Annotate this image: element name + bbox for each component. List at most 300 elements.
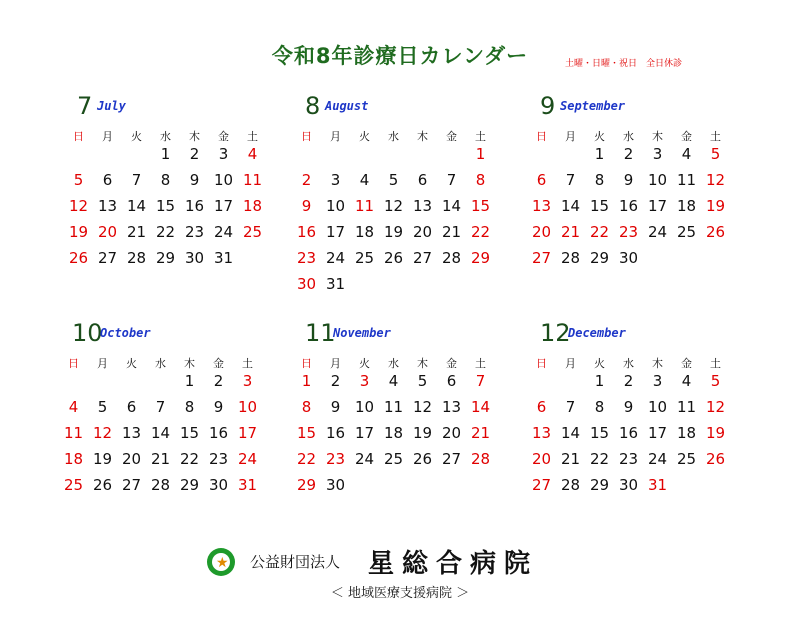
day-number: 23 — [184, 223, 205, 241]
day-number: 13 — [97, 197, 118, 215]
month-name: July — [97, 99, 126, 113]
day-cell — [350, 224, 379, 250]
day-cell — [408, 399, 437, 425]
day-cell — [93, 250, 122, 276]
day-cell — [585, 399, 614, 425]
week-row — [292, 477, 495, 503]
day-cell — [88, 451, 117, 477]
day-cell — [238, 224, 267, 250]
day-cell — [672, 250, 701, 276]
day-cell — [701, 250, 730, 276]
month-august — [296, 92, 550, 302]
day-number: 27 — [97, 249, 118, 267]
day-cell — [233, 425, 262, 451]
day-cell — [585, 373, 614, 399]
day-number: 16 — [618, 197, 639, 215]
day-number: 7 — [155, 398, 166, 416]
day-cell — [204, 477, 233, 503]
month-number: 9 — [540, 92, 556, 120]
day-number: 28 — [126, 249, 147, 267]
day-number: 12 — [92, 424, 113, 442]
weekday-label: 金 — [213, 357, 224, 370]
support-label: ＜ 地域医療支援病院 ＞ — [330, 586, 470, 601]
day-number: 11 — [676, 171, 697, 189]
day-number: 24 — [325, 249, 346, 267]
day-number: 22 — [589, 223, 610, 241]
day-cell — [292, 276, 321, 302]
day-cell — [117, 477, 146, 503]
day-number: 5 — [73, 171, 84, 189]
day-cell — [437, 276, 466, 302]
week-row — [292, 146, 495, 172]
day-number: 7 — [446, 171, 457, 189]
day-number: 7 — [475, 372, 486, 390]
day-cell — [180, 224, 209, 250]
weekday-label: 月 — [330, 130, 341, 143]
day-cell — [321, 198, 350, 224]
day-cell — [556, 172, 585, 198]
day-number: 8 — [475, 171, 486, 189]
day-number: 29 — [589, 476, 610, 494]
day-number: 30 — [618, 249, 639, 267]
day-cell — [643, 224, 672, 250]
day-cell — [585, 172, 614, 198]
day-number: 17 — [213, 197, 234, 215]
day-cell — [379, 373, 408, 399]
day-number: 24 — [237, 450, 258, 468]
day-number: 31 — [647, 476, 668, 494]
day-number: 21 — [126, 223, 147, 241]
day-cell — [350, 250, 379, 276]
day-cell — [204, 451, 233, 477]
day-cell — [672, 477, 701, 503]
week-row — [292, 425, 495, 451]
day-number: 9 — [330, 398, 341, 416]
day-number: 16 — [618, 424, 639, 442]
day-cell — [701, 477, 730, 503]
day-number: 9 — [189, 171, 200, 189]
day-cell — [379, 477, 408, 503]
day-cell — [556, 224, 585, 250]
week-row — [527, 172, 730, 198]
weekday-label: 木 — [652, 130, 663, 143]
week-row — [527, 198, 730, 224]
day-number: 5 — [710, 145, 721, 163]
month-december — [531, 319, 785, 529]
day-cell — [93, 224, 122, 250]
day-number: 3 — [652, 145, 663, 163]
day-cell — [292, 172, 321, 198]
weekday-label: 土 — [242, 357, 253, 370]
week-row — [527, 477, 730, 503]
day-number: 19 — [383, 223, 404, 241]
day-cell — [117, 373, 146, 399]
day-cell — [672, 451, 701, 477]
day-number: 14 — [560, 197, 581, 215]
day-cell — [379, 276, 408, 302]
weekday-label: 日 — [536, 357, 547, 370]
day-cell — [437, 451, 466, 477]
day-number: 13 — [121, 424, 142, 442]
weekday-label: 木 — [184, 357, 195, 370]
day-number: 11 — [63, 424, 84, 442]
day-cell — [437, 373, 466, 399]
day-number: 26 — [705, 223, 726, 241]
day-number: 19 — [412, 424, 433, 442]
day-cell — [175, 373, 204, 399]
day-cell — [122, 172, 151, 198]
day-cell — [233, 373, 262, 399]
day-cell — [437, 477, 466, 503]
weekday-label: 木 — [417, 130, 428, 143]
day-number: 28 — [560, 249, 581, 267]
day-number: 29 — [155, 249, 176, 267]
day-cell — [180, 198, 209, 224]
day-number: 7 — [565, 398, 576, 416]
day-number: 15 — [296, 424, 317, 442]
weekday-label: 火 — [359, 130, 370, 143]
day-number: 6 — [446, 372, 457, 390]
day-number: 19 — [92, 450, 113, 468]
day-number: 11 — [676, 398, 697, 416]
day-cell — [643, 146, 672, 172]
day-cell — [701, 451, 730, 477]
month-name: December — [568, 326, 626, 340]
day-cell — [466, 172, 495, 198]
day-cell — [379, 425, 408, 451]
day-number: 17 — [354, 424, 375, 442]
weekday-label: 火 — [594, 357, 605, 370]
day-number: 1 — [160, 145, 171, 163]
day-number: 6 — [536, 171, 547, 189]
day-cell — [643, 399, 672, 425]
day-number: 16 — [208, 424, 229, 442]
day-number: 12 — [705, 171, 726, 189]
day-cell — [209, 172, 238, 198]
day-cell — [585, 451, 614, 477]
weekday-label: 日 — [301, 357, 312, 370]
week-row — [59, 477, 262, 503]
day-number: 9 — [213, 398, 224, 416]
weekday-label: 金 — [681, 130, 692, 143]
day-cell — [556, 146, 585, 172]
day-cell — [292, 224, 321, 250]
week-row — [527, 250, 730, 276]
day-cell — [238, 172, 267, 198]
weekday-label: 金 — [446, 357, 457, 370]
month-grid — [527, 126, 730, 276]
day-number: 15 — [589, 197, 610, 215]
weekday-label: 水 — [155, 357, 166, 370]
day-number: 15 — [155, 197, 176, 215]
weekday-label: 日 — [301, 130, 312, 143]
week-row — [292, 250, 495, 276]
day-cell — [59, 373, 88, 399]
day-cell — [321, 451, 350, 477]
day-number: 27 — [412, 249, 433, 267]
weekday-label: 火 — [594, 130, 605, 143]
day-cell — [466, 425, 495, 451]
day-cell — [379, 451, 408, 477]
weekday-label: 木 — [189, 130, 200, 143]
day-cell — [117, 451, 146, 477]
day-number: 21 — [441, 223, 462, 241]
day-cell — [672, 198, 701, 224]
day-cell — [466, 146, 495, 172]
day-cell — [64, 224, 93, 250]
week-row — [527, 146, 730, 172]
day-number: 1 — [184, 372, 195, 390]
week-row — [292, 451, 495, 477]
month-october — [63, 319, 317, 529]
weekday-label: 月 — [565, 130, 576, 143]
day-number: 10 — [213, 171, 234, 189]
day-cell — [59, 477, 88, 503]
day-cell — [466, 373, 495, 399]
day-cell — [614, 451, 643, 477]
day-number: 26 — [68, 249, 89, 267]
day-cell — [117, 425, 146, 451]
day-cell — [321, 146, 350, 172]
week-row — [292, 399, 495, 425]
day-number: 17 — [325, 223, 346, 241]
day-number: 3 — [359, 372, 370, 390]
day-number: 26 — [705, 450, 726, 468]
day-cell — [122, 198, 151, 224]
day-cell — [146, 399, 175, 425]
day-number: 11 — [354, 197, 375, 215]
day-number: 12 — [705, 398, 726, 416]
day-cell — [556, 373, 585, 399]
day-cell — [238, 250, 267, 276]
day-number: 23 — [208, 450, 229, 468]
day-number: 12 — [412, 398, 433, 416]
weekday-label: 土 — [247, 130, 258, 143]
day-cell — [672, 146, 701, 172]
day-cell — [527, 451, 556, 477]
day-cell — [209, 250, 238, 276]
day-cell — [466, 276, 495, 302]
hospital-logo-icon: ★ — [207, 548, 235, 576]
day-number: 5 — [97, 398, 108, 416]
day-cell — [175, 399, 204, 425]
day-cell — [350, 399, 379, 425]
day-cell — [350, 425, 379, 451]
day-number: 22 — [470, 223, 491, 241]
day-cell — [238, 146, 267, 172]
day-cell — [466, 477, 495, 503]
week-row — [292, 276, 495, 302]
day-cell — [175, 425, 204, 451]
day-cell — [643, 477, 672, 503]
day-number: 5 — [417, 372, 428, 390]
day-number: 8 — [594, 171, 605, 189]
day-cell — [614, 198, 643, 224]
day-cell — [64, 250, 93, 276]
day-cell — [321, 250, 350, 276]
day-number: 17 — [237, 424, 258, 442]
month-grid — [59, 353, 262, 503]
day-number: 28 — [560, 476, 581, 494]
day-number: 25 — [242, 223, 263, 241]
day-number: 4 — [681, 372, 692, 390]
day-number: 14 — [470, 398, 491, 416]
hospital-name: 星総合病院 — [368, 549, 539, 579]
day-number: 19 — [705, 197, 726, 215]
week-row — [64, 198, 267, 224]
day-cell — [585, 425, 614, 451]
week-row — [64, 146, 267, 172]
day-cell — [88, 425, 117, 451]
day-cell — [643, 425, 672, 451]
day-cell — [556, 477, 585, 503]
day-number: 21 — [470, 424, 491, 442]
day-cell — [88, 399, 117, 425]
day-cell — [701, 373, 730, 399]
holiday-note: 土曜・日曜・祝日 全日休診 — [565, 59, 683, 69]
weekday-label: 金 — [218, 130, 229, 143]
day-cell — [614, 146, 643, 172]
day-number: 2 — [213, 372, 224, 390]
week-row — [527, 399, 730, 425]
day-cell — [408, 146, 437, 172]
day-cell — [64, 172, 93, 198]
day-cell — [292, 146, 321, 172]
day-cell — [672, 399, 701, 425]
day-cell — [350, 477, 379, 503]
day-cell — [151, 146, 180, 172]
day-cell — [672, 172, 701, 198]
weekday-label: 土 — [710, 357, 721, 370]
day-number: 20 — [412, 223, 433, 241]
day-number: 2 — [189, 145, 200, 163]
day-number: 18 — [676, 197, 697, 215]
day-number: 16 — [184, 197, 205, 215]
day-cell — [379, 399, 408, 425]
day-number: 10 — [325, 197, 346, 215]
day-number: 8 — [301, 398, 312, 416]
weekday-label: 水 — [160, 130, 171, 143]
day-number: 20 — [441, 424, 462, 442]
day-number: 31 — [237, 476, 258, 494]
day-cell — [466, 198, 495, 224]
day-number: 22 — [155, 223, 176, 241]
day-number: 4 — [359, 171, 370, 189]
weekday-label: 水 — [388, 130, 399, 143]
weekday-label: 金 — [446, 130, 457, 143]
day-number: 24 — [647, 450, 668, 468]
day-cell — [233, 399, 262, 425]
day-cell — [701, 198, 730, 224]
day-number: 18 — [676, 424, 697, 442]
day-cell — [585, 198, 614, 224]
day-cell — [408, 451, 437, 477]
day-number: 9 — [301, 197, 312, 215]
day-cell — [350, 198, 379, 224]
day-cell — [556, 198, 585, 224]
day-number: 26 — [92, 476, 113, 494]
day-number: 24 — [354, 450, 375, 468]
month-november — [296, 319, 550, 529]
day-number: 13 — [441, 398, 462, 416]
day-number: 2 — [623, 145, 634, 163]
day-number: 23 — [618, 223, 639, 241]
day-cell — [614, 172, 643, 198]
day-number: 20 — [531, 450, 552, 468]
week-row — [64, 250, 267, 276]
day-number: 27 — [531, 249, 552, 267]
weekday-label: 土 — [710, 130, 721, 143]
day-cell — [88, 373, 117, 399]
week-row — [527, 224, 730, 250]
day-number: 23 — [296, 249, 317, 267]
day-number: 21 — [560, 223, 581, 241]
month-grid — [292, 126, 495, 302]
day-number: 14 — [150, 424, 171, 442]
day-cell — [379, 250, 408, 276]
day-number: 29 — [179, 476, 200, 494]
month-number: 7 — [77, 92, 93, 120]
week-row — [527, 451, 730, 477]
day-number: 9 — [623, 398, 634, 416]
day-number: 5 — [710, 372, 721, 390]
day-cell — [321, 373, 350, 399]
day-number: 26 — [412, 450, 433, 468]
day-cell — [556, 250, 585, 276]
month-number: 10 — [72, 319, 103, 347]
day-number: 20 — [121, 450, 142, 468]
day-cell — [466, 451, 495, 477]
day-number: 22 — [589, 450, 610, 468]
day-cell — [701, 425, 730, 451]
day-cell — [643, 250, 672, 276]
weekday-label: 月 — [102, 130, 113, 143]
day-cell — [233, 451, 262, 477]
day-cell — [64, 146, 93, 172]
day-number: 8 — [594, 398, 605, 416]
day-cell — [209, 146, 238, 172]
day-number: 3 — [218, 145, 229, 163]
day-number: 5 — [388, 171, 399, 189]
day-number: 15 — [179, 424, 200, 442]
day-cell — [408, 373, 437, 399]
day-cell — [408, 198, 437, 224]
day-number: 22 — [296, 450, 317, 468]
day-cell — [614, 250, 643, 276]
day-number: 13 — [531, 424, 552, 442]
weekday-label: 火 — [131, 130, 142, 143]
month-grid — [527, 353, 730, 503]
day-cell — [701, 146, 730, 172]
day-number: 11 — [242, 171, 263, 189]
weekday-label: 水 — [623, 357, 634, 370]
month-grid — [292, 353, 495, 503]
day-number: 18 — [242, 197, 263, 215]
day-cell — [321, 425, 350, 451]
day-number: 30 — [208, 476, 229, 494]
day-cell — [527, 477, 556, 503]
day-number: 21 — [560, 450, 581, 468]
day-number: 28 — [441, 249, 462, 267]
day-cell — [146, 425, 175, 451]
day-cell — [614, 224, 643, 250]
weekday-label: 月 — [330, 357, 341, 370]
day-number: 18 — [383, 424, 404, 442]
calendar-title: 令和8年診療日カレンダー — [271, 44, 529, 68]
day-cell — [146, 451, 175, 477]
org-type: 公益財団法人 — [250, 553, 341, 571]
day-number: 29 — [470, 249, 491, 267]
